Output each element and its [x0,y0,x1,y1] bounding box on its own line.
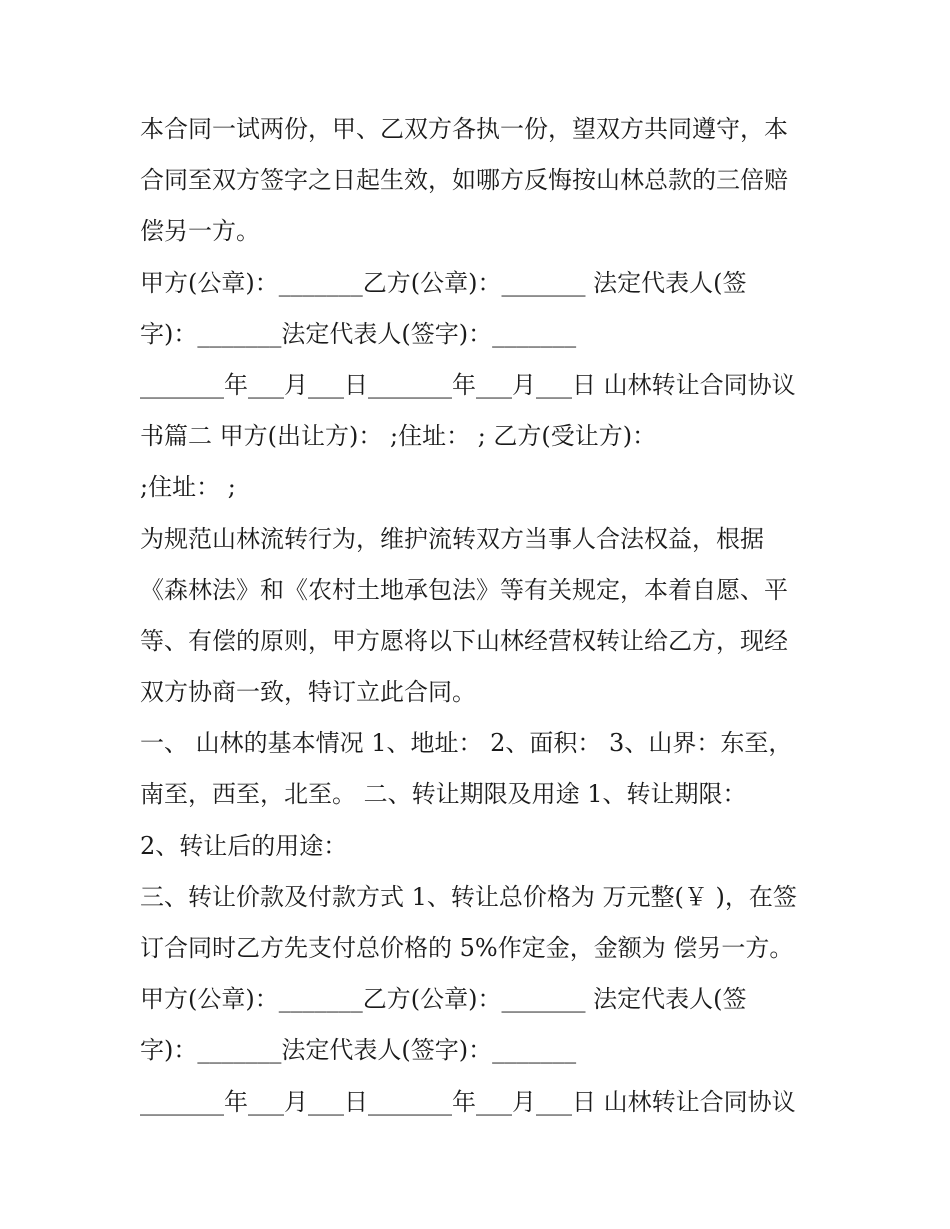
text-line: 双方协商一致，特订立此合同。 [140,678,476,707]
signature-line: 甲方(公章)：_______乙方(公章)：_______ 法定代表人(签 [140,985,747,1014]
text-line: 偿另一方。 [140,217,260,246]
signature-line: 字)：_______法定代表人(签字)：_______ [140,319,577,348]
signature-line: 字)：_______法定代表人(签字)：_______ [140,1036,577,1065]
text-line: 合同至双方签字之日起生效，如哪方反悔按山林总款的三倍赔 [140,166,788,195]
text-line: 2、转让后的用途： [140,831,348,860]
date-line: _______年___月___日_______年___月___日 山林转让合同协议 [140,1087,796,1116]
date-line: _______年___月___日_______年___月___日 山林转让合同协议 [140,370,796,399]
contract-text [140,104,820,1128]
text-line: 订合同时乙方先支付总价格的 5%作定金，金额为 偿另一方。 [140,934,794,962]
signature-line: 甲方(公章)：_______乙方(公章)：_______ 法定代表人(签 [140,268,747,297]
text-line: 本合同一试两份，甲、乙双方各执一份，望双方共同遵守，本 [140,115,788,143]
text-line: 等、有偿的原则，甲方愿将以下山林经营权转让给乙方，现经 [140,626,788,655]
text-line: 南至，西至，北至。 二、转让期限及用途 1、转让期限： [140,780,747,809]
text-line: 为规范山林流转行为，维护流转双方当事人合法权益，根据 [140,524,764,553]
text-line: 三、转让价款及付款方式 1、转让总价格为 万元整(￥ )，在签 [140,882,797,911]
text-line: 一、 山林的基本情况 1、地址： 2、面积： 3、山界：东至， [140,729,793,758]
text-line: 《森林法》和《农村土地承包法》等有关规定，本着自愿、平 [140,575,788,604]
text-line: ;住址： ; [140,473,236,502]
text-line: 书篇二 甲方(出让方)： ;住址： ; 乙方(受让方)： [140,422,657,451]
